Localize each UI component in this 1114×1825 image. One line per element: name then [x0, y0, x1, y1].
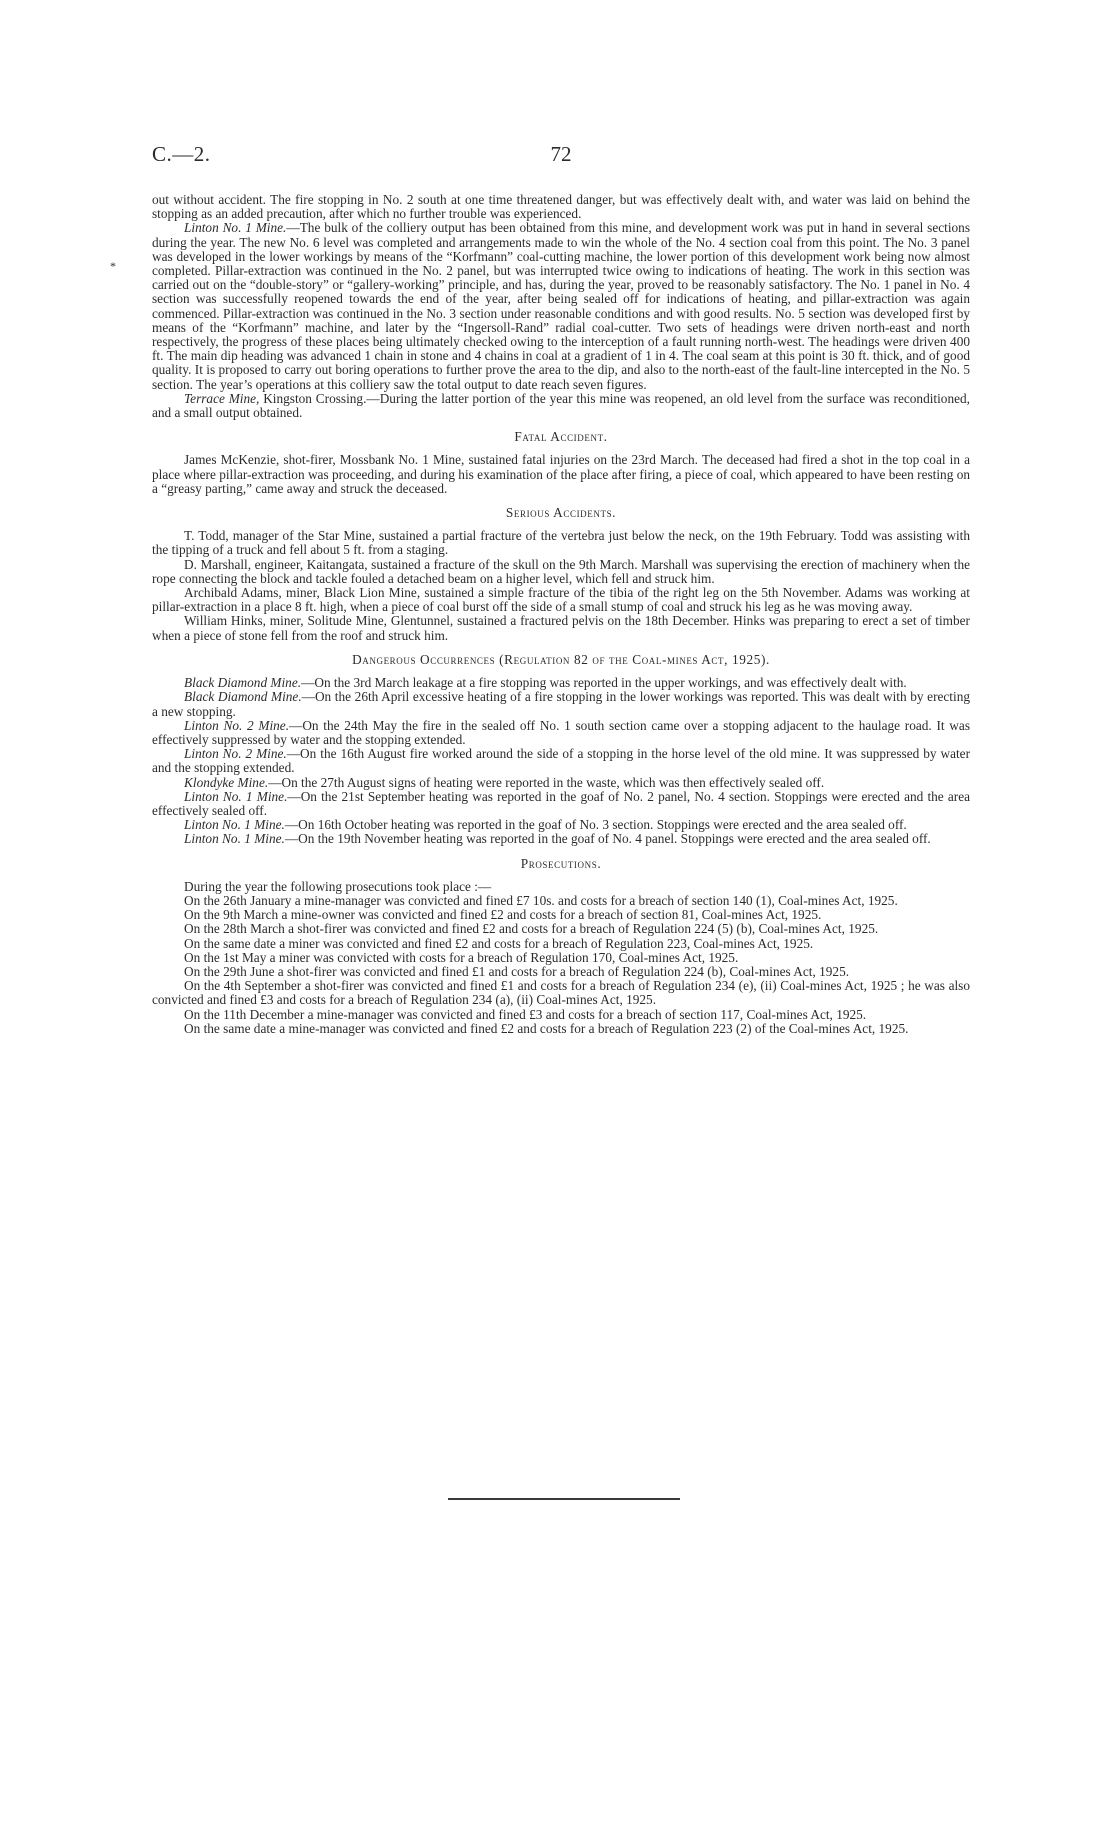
prosecution-paragraph: On the 9th March a mine-owner was convicted and fined £2 and costs for a breach of section 81, Coal-mines Act, 1925.	[184, 907, 822, 923]
mine-name: Linton No. 2 Mine.	[184, 717, 290, 733]
mine-name: Linton No. 2 Mine.	[184, 746, 287, 762]
section-heading-dangerous: Dangerous Occurrences (Regulation 82 of the Coal-mines Act, 1925).	[352, 651, 770, 667]
page-number: 72	[550, 142, 572, 166]
mine-name: Linton No. 1 Mine.	[184, 831, 285, 847]
occurrence-paragraph	[152, 790, 970, 818]
occurrence-text: —On the 19th November heating was reported in the goaf of No. 4 panel. Stoppings were erected and the area sealed off.	[284, 831, 931, 847]
mine-name: Linton No. 1 Mine.	[184, 220, 287, 236]
serious-paragraph: D. Marshall, engineer, Kaitangata, sustained a fracture of the skull on the 9th March. Marshall was supervising the erection of machinery when the rope connecting the block and tackle fouled a detached beam on a higher level, which fell and struck him.	[152, 556, 970, 586]
prosecution-paragraph: On the 29th June a shot-firer was convicted and fined £1 and costs for a breach of Regulation 224 (b), Coal-mines Act, 1925.	[184, 963, 850, 979]
mine-name: Klondyke Mine.	[184, 774, 269, 790]
continuation-paragraph: out without accident. The fire stopping in No. 2 south at one time threatened danger, but was effectively dealt with, and water was laid on behind the stopping as an added precaution, after which no further trouble was experienced.	[152, 192, 970, 222]
occurrence-paragraph	[152, 719, 970, 747]
serious-paragraph: T. Todd, manager of the Star Mine, sustained a partial fracture of the vertebra just below the neck, on the 19th February. Todd was assisting with the tipping of a truck and fell about 5 ft. from a staging.	[152, 528, 970, 558]
fatal-paragraph: James McKenzie, shot-firer, Mossbank No. 1 Mine, sustained fatal injuries on the 23rd March. The deceased had fired a shot in the top coal in a place where pillar-extraction was proceeding, and during his examination of the place after firing, a piece of coal, which appeared to have been resting on a “greasy parting,” came away and struck the deceased.	[152, 452, 970, 496]
prosecution-paragraph: On the same date a mine-manager was convicted and fined £2 and costs for a breach of Regulation 223 (2) of the Coal-mines Act, 1925.	[184, 1020, 909, 1036]
occurrence-paragraph	[152, 818, 970, 832]
occurrence-text: —On the 24th May the fire in the sealed off No. 1 south section came over a stopping adjacent to the haulage road. It was effectively suppressed by water and the stopping extended.	[152, 717, 970, 747]
prosecution-paragraph: On the same date a miner was convicted and fined £2 and costs for a breach of Regulation 223, Coal-mines Act, 1925.	[184, 935, 814, 951]
mine-name: Linton No. 1 Mine.	[184, 788, 288, 804]
prosecution-paragraph: On the 28th March a shot-firer was convicted and fined £2 and costs for a breach of Regulation 224 (5) (b), Coal-mines Act, 1925.	[184, 921, 879, 937]
prosecution-paragraph: On the 26th January a mine-manager was convicted and fined £7 10s. and costs for a breach of section 140 (1), Coal-mines Act, 1925.	[184, 892, 898, 908]
mine-name: Black Diamond Mine.	[184, 689, 302, 705]
occurrence-text: —On the 16th August fire worked around the side of a stopping in the horse level of the old mine. It was suppressed by water and the stopping extended.	[152, 746, 970, 776]
mine-text: —The bulk of the colliery output has been obtained from this mine, and development work was put in hand in several sections during the year. The new No. 6 level was completed and arrangements made to win the whole of the No. 4 section coal from this point. The No. 3 panel was developed in the lower workings by means of the “Korfmann” coal-cutting machine, the lower portion of this development work being now almost completed. Pillar-extraction was continued in the No. 2 panel, but was interrupted twice owing to indications of heating. The work in this section was carried out on the “double-story” or “gallery-working” principle, and has, during the year, proved to be reasonably satisfactory. The No. 1 panel in No. 4 section was successfully reopened towards the end of the year, after being sealed off for indications of heating, and pillar-extraction was again commenced. Pillar-extraction was continued in the No. 3 section under reasonable conditions and with good results. No. 5 section was developed first by means of the “Korfmann” machine, and later by the “Ingersoll-Rand” radial coal-cutter. Two sets of headings were driven north-east and north respectively, the progress of these places being ultimately checked owing to the interception of a fault running north-west. The headings were driven 400 ft. The main dip heading was advanced 1 chain in stone and 4 chains in coal at a gradient of 1 in 4. The coal seam at this point is 30 ft. thick, and of good quality. It is proposed to carry out boring operations to further prove the area to the dip, and also to the north-east of the fault-line intercepted in the No. 5 section. The year’s operations at this colliery saw the total output to date reach seven figures.	[152, 220, 971, 392]
occurrence-text: —On the 27th August signs of heating were reported in the waste, which was then effectively sealed off.	[268, 774, 825, 790]
prosecution-paragraph: On the 1st May a miner was convicted with costs for a breach of Regulation 170, Coal-mines Act, 1925.	[184, 949, 739, 965]
mine-name: Terrace Mine,	[184, 390, 260, 406]
mine-name: Black Diamond Mine.	[184, 675, 302, 691]
body-text	[152, 193, 970, 1036]
occurrence-paragraph	[152, 747, 970, 775]
prosecution-paragraph: On the 11th December a mine-manager was convicted and fined £3 and costs for a breach of section 117, Coal-mines Act, 1925.	[184, 1006, 867, 1022]
prosecution-paragraph: On the 4th September a shot-firer was convicted and fined £1 and costs for a breach of Regulation 234 (e), (ii) Coal-mines Act, 1925 ; he was also convicted and fined £3 and costs for a breach of Regulation 234 (a), (ii) Coal-mines Act, 1925.	[152, 978, 970, 1008]
mine-name: Linton No. 1 Mine.	[184, 817, 285, 833]
mine-paragraph	[152, 221, 970, 391]
occurrence-text: —On the 26th April excessive heating of a fire stopping in the lower workings was reported. This was dealt with by erecting a new stopping.	[152, 689, 970, 719]
occurrence-paragraph	[152, 690, 970, 718]
occurrence-text: —On the 21st September heating was reported in the goaf of No. 2 panel, No. 4 section. Stoppings were erected and the area effectively sealed off.	[152, 788, 970, 818]
page-header	[152, 142, 970, 172]
serious-paragraph: Archibald Adams, miner, Black Lion Mine, sustained a simple fracture of the tibia of the right leg on the 5th November. Adams was working at pillar-extraction in a place 8 ft. high, when a piece of coal burst off the side of a small stump of coal and struck his leg as he was moving away.	[152, 585, 970, 615]
closing-rule	[448, 1498, 680, 1500]
occurrence-text: —On 16th October heating was reported in the goaf of No. 3 section. Stoppings were erected and the area sealed off.	[284, 817, 907, 833]
serious-paragraph: William Hinks, miner, Solitude Mine, Glentunnel, sustained a fractured pelvis on the 18th December. Hinks was preparing to erect a set of timber when a piece of stone fell from the roof and struck him.	[152, 613, 970, 643]
occurrence-paragraph	[152, 776, 970, 790]
section-code: C.—2.	[152, 142, 211, 166]
mine-text: Kingston Crossing.—During the latter portion of the year this mine was reopened, an old level from the surface was reconditioned, and a small output obtained.	[152, 390, 970, 421]
section-heading-prosecutions: Prosecutions.	[520, 855, 602, 871]
mine-paragraph	[152, 392, 970, 420]
occurrence-paragraph	[152, 832, 970, 846]
section-heading-serious: Serious Accidents.	[505, 505, 617, 521]
margin-mark: *	[110, 259, 116, 273]
section-heading-fatal: Fatal Accident.	[514, 429, 608, 445]
occurrence-text: —On the 3rd March leakage at a fire stopping was reported in the upper workings, and was effectively dealt with.	[301, 675, 907, 691]
occurrence-paragraph	[152, 676, 970, 690]
prosecution-paragraph: During the year the following prosecutions took place :—	[184, 878, 492, 894]
